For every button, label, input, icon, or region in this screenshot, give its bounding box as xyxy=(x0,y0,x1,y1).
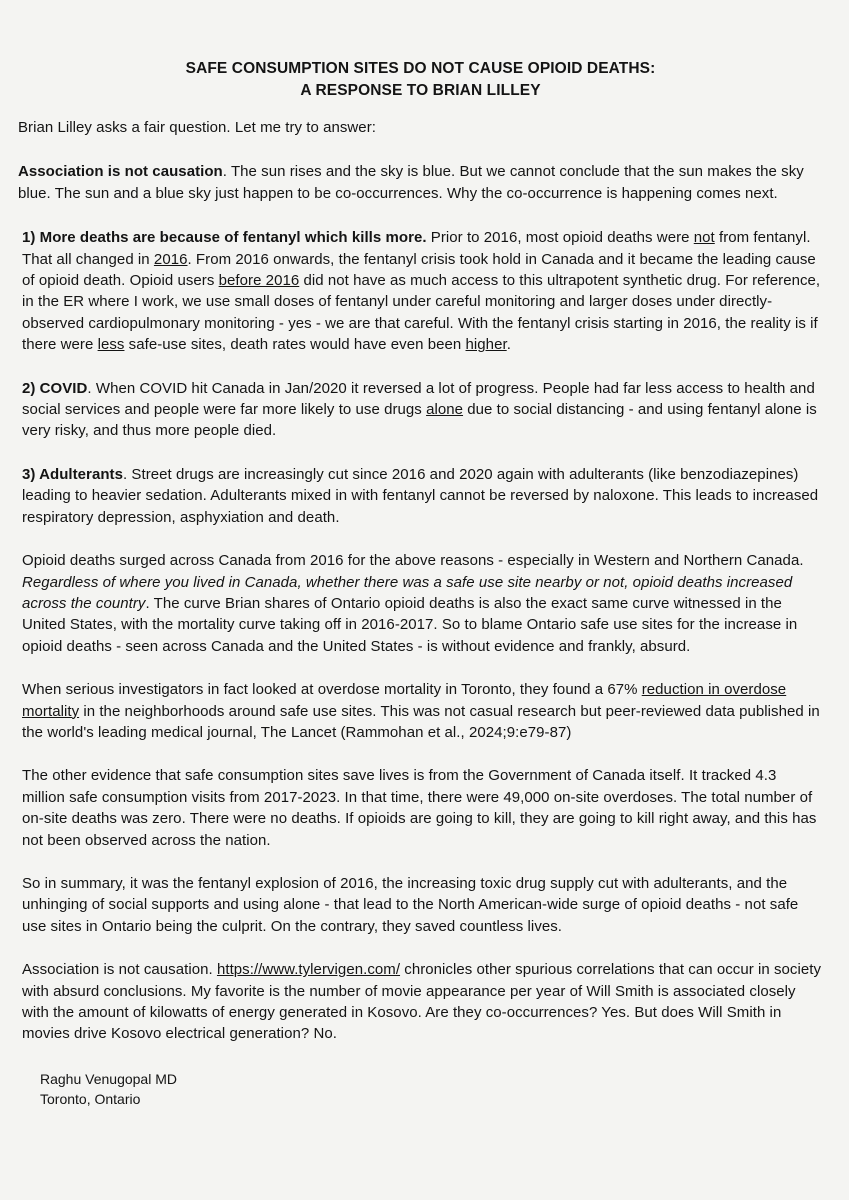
association-text: . The sun rises and the sky is blue. But we cannot conclude that the sun makes the sky blue. The sun and a blue sky just happen to be co-occurrences. Why the co-occurrence is happening comes next. xyxy=(18,163,804,202)
toronto-text: When serious investigators in fact looked at overdose mortality in Toronto, they found a 67% xyxy=(22,681,642,699)
tylervigen-link[interactable]: https://www.tylervigen.com/ xyxy=(216,961,401,979)
point-1-underline-less: less xyxy=(97,336,125,354)
closing-paragraph xyxy=(18,959,823,1045)
toronto-text: in the neighborhoods around safe use sites. This was not casual research but peer-reviewed data published in the world's leading medical journal, The Lancet (Rammohan et al., 2024;9:e79-87) xyxy=(22,702,820,741)
point-1-underline-not: not xyxy=(693,229,715,247)
point-2-text: due to social distancing - and using fentanyl alone is very risky, and thus more people died. xyxy=(22,401,817,440)
surge-emphasis: Regardless of where you lived in Canada, whether there was a safe use site nearby or not, opioid deaths increased across the country xyxy=(22,573,793,612)
point-1-text: from fentanyl. That all changed in xyxy=(22,229,811,268)
point-1-heading: 1) More deaths are because of fentanyl which kills more. xyxy=(22,229,427,247)
summary-paragraph: So in summary, it was the fentanyl explosion of 2016, the increasing toxic drug supply cut with adulterants, and the unhinging of social supports and using alone - that lead to the North American-wide surge of opioid deaths - not safe use sites in Ontario being the culprit. On the contrary, they saved countless lives. xyxy=(22,874,799,935)
title-line-1: SAFE CONSUMPTION SITES DO NOT CAUSE OPIOID DEATHS: xyxy=(185,60,656,77)
toronto-paragraph xyxy=(18,679,823,743)
surge-paragraph xyxy=(18,550,823,657)
point-2-underline-alone: alone xyxy=(426,401,464,419)
signature-name: Raghu Venugopal MD xyxy=(40,1070,177,1087)
point-1-text: safe-use sites, death rates would have even been xyxy=(124,336,466,354)
signature-block xyxy=(18,1069,823,1109)
point-1-text: did not have as much access to this ultrapotent synthetic drug. For reference, in the ER where I work, we use small doses of fentanyl under careful monitoring and larger doses under directly-observed cardiopulmonary monitoring - yes - we are that careful. With the fentanyl crisis starting in 2016, the reality is if there were xyxy=(22,272,821,354)
point-1-underline-higher: higher xyxy=(465,336,507,354)
signature-location: Toronto, Ontario xyxy=(40,1090,141,1107)
closing-text: chronicles other spurious correlations that can occur in society with absurd conclusions. My favorite is the number of movie appearance per year of Will Smith is associated closely with the amount of kilowatts of energy generated in Kosovo. Are they co-occurrences? Yes. But does Will Smith in movies drive Kosovo electrical generation? No. xyxy=(22,961,821,1043)
toronto-underline-reduction: reduction in overdose mortality xyxy=(22,681,787,720)
point-2-paragraph xyxy=(18,378,823,442)
point-1-text: . From 2016 onwards, the fentanyl crisis took hold in Canada and it became the leading cause of opioid death. Opioid users xyxy=(22,250,816,290)
surge-text: . The curve Brian shares of Ontario opioid deaths is also the exact same curve witnessed in the United States, with the mortality curve taking off in 2016-2017. So to blame Ontario safe use sites for the increase in opioid deaths - seen across Canada and the United States - is without evidence and frankly, absurd. xyxy=(22,594,798,655)
intro-paragraph: Brian Lilley asks a fair question. Let me try to answer: xyxy=(18,119,376,136)
point-1-paragraph xyxy=(18,227,823,355)
title-line-2: A RESPONSE TO BRIAN LILLEY xyxy=(300,82,541,99)
point-1-text: . xyxy=(506,336,511,354)
point-2-text: . When COVID hit Canada in Jan/2020 it reversed a lot of progress. People had far less access to health and social services and people were far more likely to use drugs xyxy=(22,379,815,419)
point-3-paragraph xyxy=(18,464,823,528)
surge-text: Opioid deaths surged across Canada from 2016 for the above reasons - especially in Western and Northern Canada. xyxy=(22,552,804,570)
government-paragraph: The other evidence that safe consumption sites save lives is from the Government of Canada itself. It tracked 4.3 million safe consumption visits from 2017-2023. In that time, there were 49,000 on-site overdoses. The total number of on-site deaths was zero. There were no deaths. If opioids are going to kill, they are going to kill right away, and this has not been observed across the nation. xyxy=(22,767,817,849)
point-2-heading: 2) COVID xyxy=(22,379,88,397)
point-1-underline-before-2016: before 2016 xyxy=(218,272,300,290)
point-1-underline-2016: 2016 xyxy=(153,250,188,268)
page-title xyxy=(18,58,823,102)
point-3-text: . Street drugs are increasingly cut since 2016 and 2020 again with adulterants (like benzodiazepines) leading to heavier sedation. Adulterants mixed in with fentanyl cannot be reversed by naloxone. This leads to increased respiratory depression, asphyxiation and death. xyxy=(22,465,819,526)
point-1-text: Prior to 2016, most opioid deaths were xyxy=(426,229,694,247)
association-heading: Association is not causation xyxy=(18,163,223,181)
association-paragraph xyxy=(18,161,823,204)
closing-text: Association is not causation. xyxy=(22,961,217,979)
point-3-heading: 3) Adulterants xyxy=(22,465,123,483)
